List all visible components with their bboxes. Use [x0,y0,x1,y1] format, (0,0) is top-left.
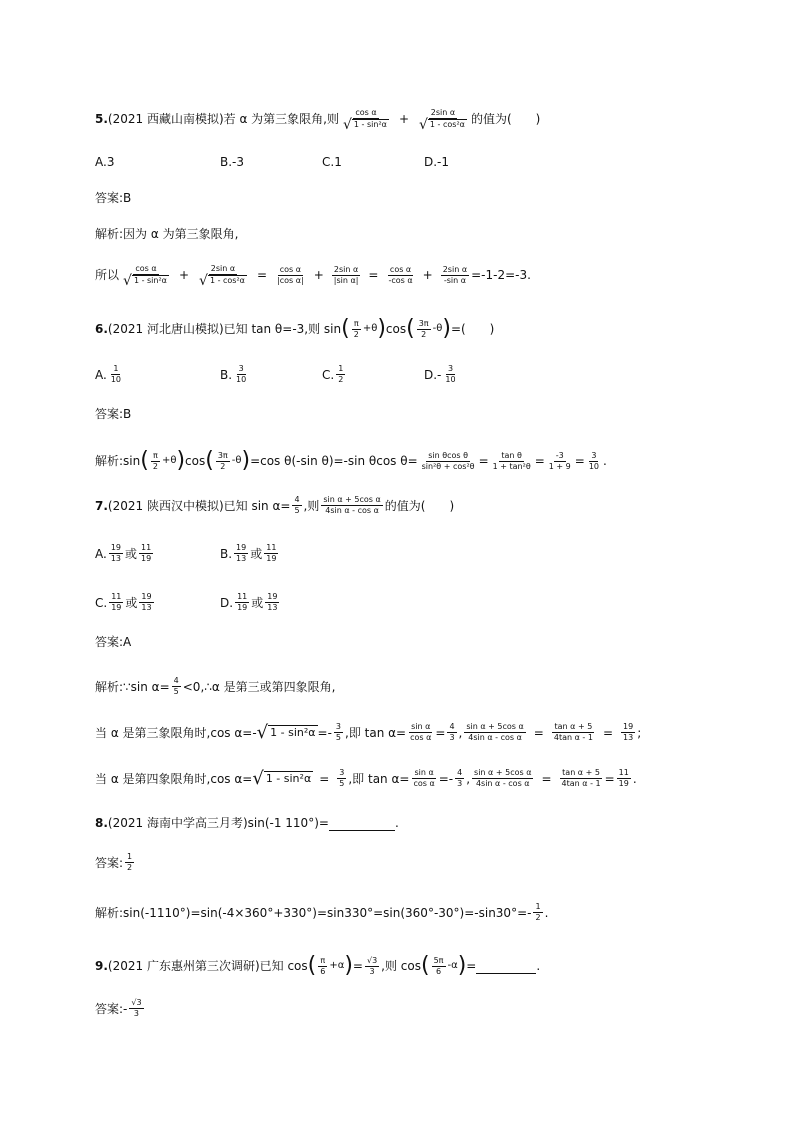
q6-b-num: 3 [238,364,244,373]
q7-c-n1: 11 [111,592,122,601]
q7-d-n1: 11 [237,592,248,601]
q5-an-f6 [441,265,469,286]
q7-answer: 答案:A [95,635,132,649]
q7-an3-f5d: 19 [618,779,629,788]
q7-an2-f3n: sin α + 5cos α [466,722,524,731]
q6-cos: cos [385,322,407,336]
q7-an3-f3n: sin α + 5cos α [474,768,532,777]
q6-an-f4-den: 10 [588,461,599,471]
q5-an-f5-den: -cos α [388,275,413,285]
q6-an-arg2-num: 3π [217,450,228,460]
q6-an-cos: cos [185,454,206,468]
q8-answer-frac [125,852,134,873]
q7-an2-f5d: 13 [623,733,634,742]
q7-d-f2 [265,592,279,613]
q5-an-f3-num: cos α [279,264,301,274]
q5-answer: 答案:B [95,191,132,205]
q7-an2-f3 [464,722,525,743]
q9-answer-pre: 答案:- [95,1001,128,1016]
q6-stem-text: (2021 河北唐山模拟)已知 tan θ=-3,则 sin [107,322,342,336]
q7-analysis-2: 当 α 是第三象限角时,cos α=- √ 1 - sin²α =- $\frac{3}{5}$ ,即 tan α= $\frac{\text{sin α}}{\text{cos α}}$ = $\frac{4}{3}$ , $\frac{\text{sin α + 5cos α}}{\text{4sin α - cos α}}$ = $\frac{\text{tan α + 5}}{\text{4tan α - 1}}$ = $\frac{19}{13}$ ; [95,721,642,743]
q7-an3-f4d: 4tan α - 1 [561,779,601,788]
q7-an3-den: 5 [339,779,345,788]
q5-an-plus-1: + [178,268,190,282]
q7-an2-num: 3 [335,722,342,731]
q7-an2-sqrt-body: 1 - sin²α [270,726,316,739]
sqrt-icon: √ [256,721,269,743]
q7-an1-num: 4 [173,676,179,685]
q6-stem: 6. (2021 河北唐山模拟)已知 tan θ=-3,则 sin ( $\frac{\pi}{2}$ +θ ) cos ( $\frac{3\pi}{2}$ -θ ) =( ) [95,316,495,341]
q7-a-or: 或 [125,546,138,561]
q5-analysis-2 [95,264,531,289]
q6-an-f4 [587,451,601,472]
q7-b-or: 或 [250,546,263,561]
q7-option-d [220,592,281,613]
q7-c-f1 [109,592,123,613]
q7-a-n1: 19 [110,543,121,552]
q7-a-pre: A. [95,546,107,561]
q5-an-f5-num: cos α [389,264,412,274]
q5-stem [95,108,541,133]
q7-a-d1: 13 [110,554,121,563]
q7-an1-post: <0,∴α 是第三或第四象限角, [182,679,336,694]
q7-an3-f4 [560,768,603,789]
q7-s-num: 4 [294,495,300,504]
q6-a-den: 10 [110,375,121,384]
q9-arg1-frac [318,956,327,977]
q9-stem-text: (2021 广东惠州第三次调研)已知 cos [107,959,308,973]
q6-an-f1-den: sin²θ + cos²θ [421,461,475,471]
q7-c-or: 或 [125,595,138,610]
q6-arg2-tail: -θ [432,323,443,334]
q5-an-eq-2: = [368,268,379,282]
q6-option-a [95,364,125,385]
q7-an3-v [337,768,346,789]
q5-an-f6-den: -sin α [443,275,466,285]
q6-d-frac [443,364,457,385]
q5-f1-den-body: 1 - sin²α [353,120,387,129]
q7-c-d1: 19 [111,603,122,612]
q5-f1-num: cos α [355,108,377,117]
q7-option-c [95,592,156,613]
q7-an3-mid: ,即 tan α= [348,771,410,786]
q6-an-f2-den: 1 + tan²θ [492,461,531,471]
q9-v-den: 3 [369,966,375,976]
q6-an-f3-den: 1 + 9 [548,461,571,471]
q5-an-eq-1: = [256,268,268,282]
q7-option-b [220,543,280,564]
q8-an-den: 2 [535,913,541,922]
q6-arg2-frac [417,319,431,340]
q5-an-f1 [121,264,171,289]
q5-an-f2-den [197,272,249,289]
q5-an-f5 [386,265,414,286]
q5-an-pre: 所以 [95,268,120,282]
q6-an-arg2-tail: -θ [231,455,242,466]
q6-answer: 答案:B [95,407,132,421]
q8-ans-den: 2 [127,863,133,872]
q6-arg2-num: 3π [418,318,429,328]
q7-an3-f3 [472,768,533,789]
q6-arg2-den: 2 [421,329,427,339]
q7-b-n1: 19 [236,543,247,552]
sqrt-icon: √ [199,272,208,289]
q7-an2-f1d: cos α [410,733,432,742]
q5-an-plus-2: + [313,268,324,282]
q8-an-end: . [544,905,549,920]
q7-b-d2: 19 [266,554,277,563]
q8-stem [95,813,399,833]
q8-answer-pre: 答案: [95,855,124,870]
q5-an-f2-den-body: 1 - cos²α [209,276,245,285]
q7-an3-sqrt-body: 1 - sin²α [265,772,312,785]
q7-b-n2: 11 [266,543,277,552]
q7-d-n2: 19 [267,592,278,601]
q6-c-frac [336,364,345,385]
q8-answer-blank[interactable] [329,816,395,831]
q6-an-f3 [547,451,573,472]
q7-an2-f5 [621,722,635,743]
q9-arg1-tail: +α [329,960,345,971]
q5-an-f3 [275,265,306,286]
q7-an2-f2 [447,722,456,743]
q6-d-den: 10 [445,375,456,384]
q8-stem-text: (2021 海南中学高三月考)sin(-1 110°)= [107,816,329,830]
q7-an3-pre: 当 α 是第四象限角时,cos α= [95,771,253,786]
q7-analysis-3: 当 α 是第四象限角时,cos α= √ 1 - sin²α = $\frac{3}{5}$ ,即 tan α= $\frac{\text{sin α}}{\text{cos α}}$ =- $\frac{4}{3}$ , $\frac{\text{sin α + 5cos α}}{\text{4sin α - cos α}}$ = $\frac{\text{tan α + 5}}{\text{4tan α - 1}}$ = $\frac{11}{19}$ . [95,767,637,789]
q5-option-d: D.-1 [424,155,450,169]
q9-ans-num: √3 [131,998,142,1007]
q7-f-frac [321,495,382,516]
q7-b-pre: B. [220,546,233,561]
q7-b-f1 [234,543,248,564]
q7-s-den: 5 [294,506,300,515]
q5-an-f6-num: 2sin α [442,264,468,274]
q7-s-frac [292,495,301,516]
q6-an-arg2-den: 2 [220,461,226,471]
q5-option-a: A.3 [95,155,115,169]
q7-an2-pre: 当 α 是第三象限角时,cos α=- [95,725,257,740]
q7-d-d2: 13 [267,603,278,612]
q7-an3-f3d: 4sin α - cos α [475,779,530,788]
q7-stem-end: 的值为( ) [384,498,455,513]
q9-arg2-num: 5π [433,955,444,965]
q7-an3-f2d: 3 [457,779,463,788]
q5-an-plus-3: + [422,268,433,282]
q7-d-d1: 19 [237,603,248,612]
q5-number: 5. [95,112,108,126]
q7-d-pre: D. [220,595,234,610]
q5-an-f4-num: 2sin α [333,264,359,274]
q9-arg2-frac [432,956,446,977]
q6-number: 6. [95,322,108,336]
q7-f-num: sin α + 5cos α [323,495,381,504]
q9-stem: 9. (2021 广东惠州第三次调研)已知 cos ( $\frac{\pi}{6}$ +α ) = $\frac{√3}{3}$ ,则 cos ( $\frac{5\pi}{6}$ -α ) = . [95,953,541,978]
q7-an3-f1n: sin α [414,768,434,777]
q6-an-f2 [491,451,533,472]
q7-an3-f5n: 11 [618,768,629,777]
q7-an2-f4 [552,722,595,743]
q5-option-b: B.-3 [220,155,245,169]
q9-answer-frac [129,998,143,1019]
q7-an3-f2 [455,768,464,789]
q7-an2-end: ; [637,725,642,740]
q6-b-den: 10 [236,375,247,384]
q9-v-num: √3 [366,955,378,965]
q7-option-a [95,543,155,564]
q5-an-f1-den [121,272,171,289]
q6-arg1-num: π [353,318,359,328]
q8-stem-end: . [394,816,399,830]
q6-an-arg2 [216,451,230,472]
q9-arg1-den: 6 [320,966,326,976]
q7-an2-sqrt [256,721,318,743]
q8-an-frac [533,902,542,923]
q7-an2-f5n: 19 [623,722,634,731]
q7-an3-f2pre: =- [438,771,454,786]
q6-option-b [220,364,250,385]
q7-an3-end: . [632,771,637,786]
q6-arg1-tail: +θ [362,323,378,334]
q7-number: 7. [95,498,108,513]
q7-an2-f2d: 3 [449,733,455,742]
q9-answer [95,998,146,1019]
q6-c-den: 2 [338,375,344,384]
q9-arg2-tail: -α [447,960,458,971]
q8-ans-num: 1 [127,852,133,861]
q5-an-f3-den: |cos α| [277,275,304,285]
q7-f-den: 4sin α - cos α [325,506,379,515]
q7-an2-f4n: tan α + 5 [554,722,593,731]
q6-d-num: 3 [447,364,454,373]
q9-answer-blank[interactable] [476,959,536,974]
q5-stem-text: (2021 西藏山南模拟)若 α 为第三象限角,则 [107,112,339,126]
q5-option-c: C.1 [322,155,342,169]
q5-an-end: =-1-2=-3. [471,268,531,282]
q7-c-n2: 19 [141,592,152,601]
q6-b-frac [234,364,248,385]
q5-an-f1-den-body: 1 - sin²α [133,276,167,285]
q7-d-or: 或 [251,595,264,610]
q6-stem-end: =( ) [450,322,495,336]
q5-f2-num: 2sin α [430,108,456,117]
q9-stem-mid: ,则 cos [381,959,421,973]
q6-an-f3-num: -3 [555,450,564,460]
q7-an3-f2n: 4 [457,768,463,777]
q7-an3-f4n: tan α + 5 [562,768,600,777]
q7-an2-eq: =- [317,725,332,740]
q5-an-f4-den: |sin α| [333,275,359,285]
q7-an2-f1n: sin α [411,722,431,731]
q8-analysis-text: 解析:sin(-1110°)=sin(-4×360°+330°)=sin330°=sin(360°-30°)=-sin30°=- [95,905,532,920]
q7-an1-den: 5 [173,687,179,696]
q6-analysis: 解析:sin ( $\frac{\pi}{2}$ +θ ) cos ( $\frac{3\pi}{2}$ -θ ) =cos θ(-sin θ)=-sin θcos θ= $\frac{\text{sin θcos θ}}{\text{sin²θ + cos²θ}}$ = $\frac{\text{tan θ}}{\text{1 + tan²θ}}$ = $\frac{-3}{1 + 9}$ = $\frac{3}{10}$ . [95,448,607,473]
q7-a-d2: 19 [141,554,152,563]
q7-b-d1: 13 [236,554,247,563]
sqrt-icon: √ [252,767,264,789]
sqrt-icon: √ [123,272,132,289]
q6-d-pre: D.- [424,367,442,382]
q7-a-f2 [139,543,153,564]
q8-answer [95,852,136,873]
q7-analysis-1 [95,676,335,697]
q7-an2-v [334,722,343,743]
q7-an3-num: 3 [339,768,345,777]
q5-f2-den-body: 1 - cos²α [429,120,465,129]
q8-number: 8. [95,816,108,830]
q6-option-d [424,364,460,385]
q5-f2-den [417,116,469,133]
q5-f1-den [341,116,391,133]
q6-c-num: 1 [338,364,344,373]
q7-stem-text: (2021 陕西汉中模拟)已知 sin α= [107,498,291,513]
q7-an3-f1d: cos α [413,779,435,788]
q5-an-f4 [332,265,361,286]
q7-an3-f1 [411,768,436,789]
q6-an-end: . [603,454,607,468]
q7-an2-f4d: 4tan α - 1 [553,733,593,742]
q6-an-pre: 解析:sin [95,454,141,468]
q7-stem-mid: ,则 [303,498,320,513]
q6-arg1-frac [352,319,361,340]
q9-stem-end: . [536,959,541,973]
q5-an-f2 [197,264,249,289]
q7-an2-f2n: 4 [449,722,455,731]
sqrt-icon: √ [343,116,352,133]
q7-a-n2: 11 [141,543,152,552]
q7-stem [95,495,454,516]
q5-stem-end: 的值为( ) [470,112,541,126]
q9-arg2-den: 6 [436,966,442,976]
q5-analysis-1: 解析:因为 α 为第三象限角, [95,227,239,241]
q6-a-pre: A. [95,367,107,382]
q6-a-num: 1 [113,364,119,373]
q6-an-f1 [420,451,477,472]
q5-an-f2-num: 2sin α [210,264,236,273]
q8-analysis [95,902,548,923]
q8-an-num: 1 [535,902,541,911]
q6-an-arg1 [151,451,160,472]
q6-an-f1-num: sin θcos θ [428,450,468,460]
q5-fraction-1 [341,108,391,133]
q9-v-frac [365,956,379,977]
q7-an3-f5 [617,768,631,789]
q6-an-f4-num: 3 [591,450,597,460]
q9-number: 9. [95,959,108,973]
q7-an2-den: 5 [335,733,342,742]
q7-an3-sqrt [252,767,313,789]
q6-arg1-den: 2 [353,329,359,339]
q9-stem-post: = [466,959,477,973]
q6-an-f2-num: tan θ [501,450,522,460]
q9-eq: = [352,959,363,973]
q6-an-arg1-tail: +θ [161,455,177,466]
q7-an2-f3d: 4sin α - cos α [468,733,522,742]
q6-option-c [322,364,347,385]
q7-an2-mid: ,即 tan α= [345,725,407,740]
q7-c-d2: 13 [141,603,152,612]
q6-a-frac [109,364,123,385]
q7-a-f1 [109,543,123,564]
q6-an-mid: =cos θ(-sin θ)=-sin θcos θ= [250,454,418,468]
sqrt-icon: √ [419,116,428,133]
q9-ans-den: 3 [133,1009,140,1018]
q6-b-pre: B. [220,367,233,382]
q7-b-f2 [264,543,278,564]
q7-an1-frac [172,676,181,697]
q7-c-f2 [139,592,153,613]
q7-an2-f1 [408,722,433,743]
q5-fraction-2 [417,108,469,133]
q7-d-f1 [235,592,249,613]
q6-an-arg1-den: 2 [152,461,158,471]
q6-an-arg1-num: π [152,450,158,460]
q7-an1-pre: 解析:∵sin α= [95,679,170,694]
q5-an-f1-num: cos α [135,264,157,273]
q9-arg1-num: π [320,955,326,965]
q7-c-pre: C. [95,595,108,610]
q6-c-pre: C. [322,367,335,382]
q5-plus: + [398,112,409,126]
